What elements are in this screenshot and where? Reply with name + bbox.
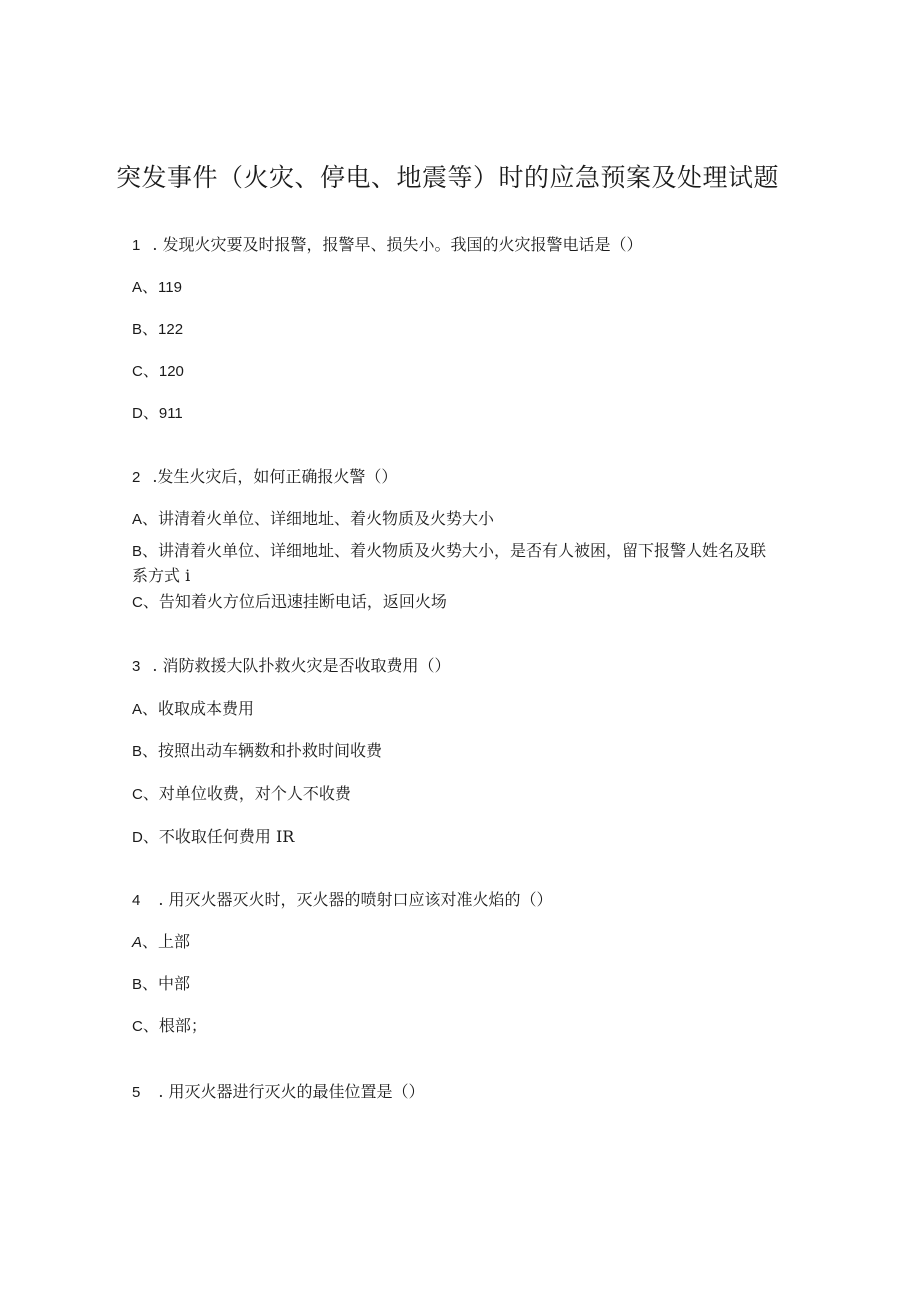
question-number: 2 xyxy=(132,469,141,486)
option-separator: 、 xyxy=(142,827,159,846)
option-text: 上部 xyxy=(158,932,191,951)
option-text: 122 xyxy=(158,321,184,338)
question-text: . 用灭火器灭火时，灭火器的喷射口应该对准火焰的（） xyxy=(158,890,553,909)
question-number: 1 xyxy=(132,237,141,254)
question-3-option-b xyxy=(132,739,782,764)
question-text: . 发现火灾要及时报警，报警早、损失小。我国的火灾报警电话是（） xyxy=(152,235,643,254)
question-4-option-b xyxy=(132,972,782,997)
option-letter: C xyxy=(132,786,143,803)
option-separator: 、 xyxy=(142,509,159,528)
question-1-option-d xyxy=(132,401,782,426)
question-1-option-c xyxy=(132,359,782,384)
option-letter: A xyxy=(132,701,143,718)
option-text: 911 xyxy=(158,405,183,422)
option-text: 讲清着火单位、详细地址、着火物质及火势大小，是否有人被困，留下报警人姓名及联系方式 i xyxy=(132,541,767,585)
option-separator: 、 xyxy=(142,361,159,380)
option-text: 中部 xyxy=(158,974,191,993)
question-3-option-a xyxy=(132,697,782,722)
option-letter: D xyxy=(132,405,143,422)
option-text: 120 xyxy=(158,363,184,380)
option-separator: 、 xyxy=(142,319,159,338)
question-4 xyxy=(132,888,553,913)
question-number: 4 xyxy=(132,892,141,909)
option-text: 119 xyxy=(158,279,182,296)
option-text: 讲清着火单位、详细地址、着火物质及火势大小 xyxy=(158,509,495,528)
question-4-option-a xyxy=(132,930,782,955)
question-text: .发生火灾后，如何正确报火警（） xyxy=(152,467,398,486)
option-text: 按照出动车辆数和扑救时间收费 xyxy=(158,741,383,760)
option-letter: C xyxy=(132,363,143,380)
question-1-option-a xyxy=(132,275,782,300)
question-4-option-c xyxy=(132,1014,782,1039)
option-letter: A xyxy=(132,279,143,296)
option-letter: B xyxy=(132,321,143,338)
option-separator: 、 xyxy=(142,699,159,718)
question-1 xyxy=(132,233,643,258)
option-text: 根部； xyxy=(158,1016,207,1035)
question-number: 3 xyxy=(132,658,141,675)
option-separator: 、 xyxy=(142,403,159,422)
option-separator: 、 xyxy=(142,541,159,560)
option-letter: D xyxy=(132,829,143,846)
option-letter: B xyxy=(132,543,143,560)
question-3-option-c xyxy=(132,782,782,807)
option-separator: 、 xyxy=(142,741,159,760)
page-title: 突发事件（火灾、停电、地震等）时的应急预案及处理试题 xyxy=(115,163,779,192)
option-letter: C xyxy=(132,1018,143,1035)
option-letter: B xyxy=(132,976,143,993)
question-2-option-b xyxy=(132,539,782,588)
option-letter: C xyxy=(132,594,143,611)
question-3 xyxy=(132,654,451,679)
option-text: 不收取任何费用 IR xyxy=(158,827,295,846)
option-text: 对单位收费，对个人不收费 xyxy=(158,784,351,803)
question-number: 5 xyxy=(132,1084,141,1101)
option-text: 收取成本费用 xyxy=(158,699,255,718)
option-separator: 、 xyxy=(142,784,159,803)
question-2-option-a xyxy=(132,507,782,532)
question-text: . 用灭火器进行灭火的最佳位置是（） xyxy=(158,1082,425,1101)
question-2 xyxy=(132,465,397,490)
option-separator: 、 xyxy=(142,932,159,951)
option-separator: 、 xyxy=(142,592,159,611)
question-5 xyxy=(132,1080,425,1105)
question-2-option-c xyxy=(132,590,782,615)
option-separator: 、 xyxy=(142,277,159,296)
question-1-option-b xyxy=(132,317,782,342)
question-text: . 消防救援大队扑救火灾是否收取费用（） xyxy=(152,656,451,675)
question-3-option-d xyxy=(132,825,782,850)
option-text: 告知着火方位后迅速挂断电话，返回火场 xyxy=(158,592,447,611)
option-letter: B xyxy=(132,743,143,760)
option-separator: 、 xyxy=(142,1016,159,1035)
option-letter: A xyxy=(132,934,143,951)
option-letter: A xyxy=(132,511,143,528)
option-separator: 、 xyxy=(142,974,159,993)
